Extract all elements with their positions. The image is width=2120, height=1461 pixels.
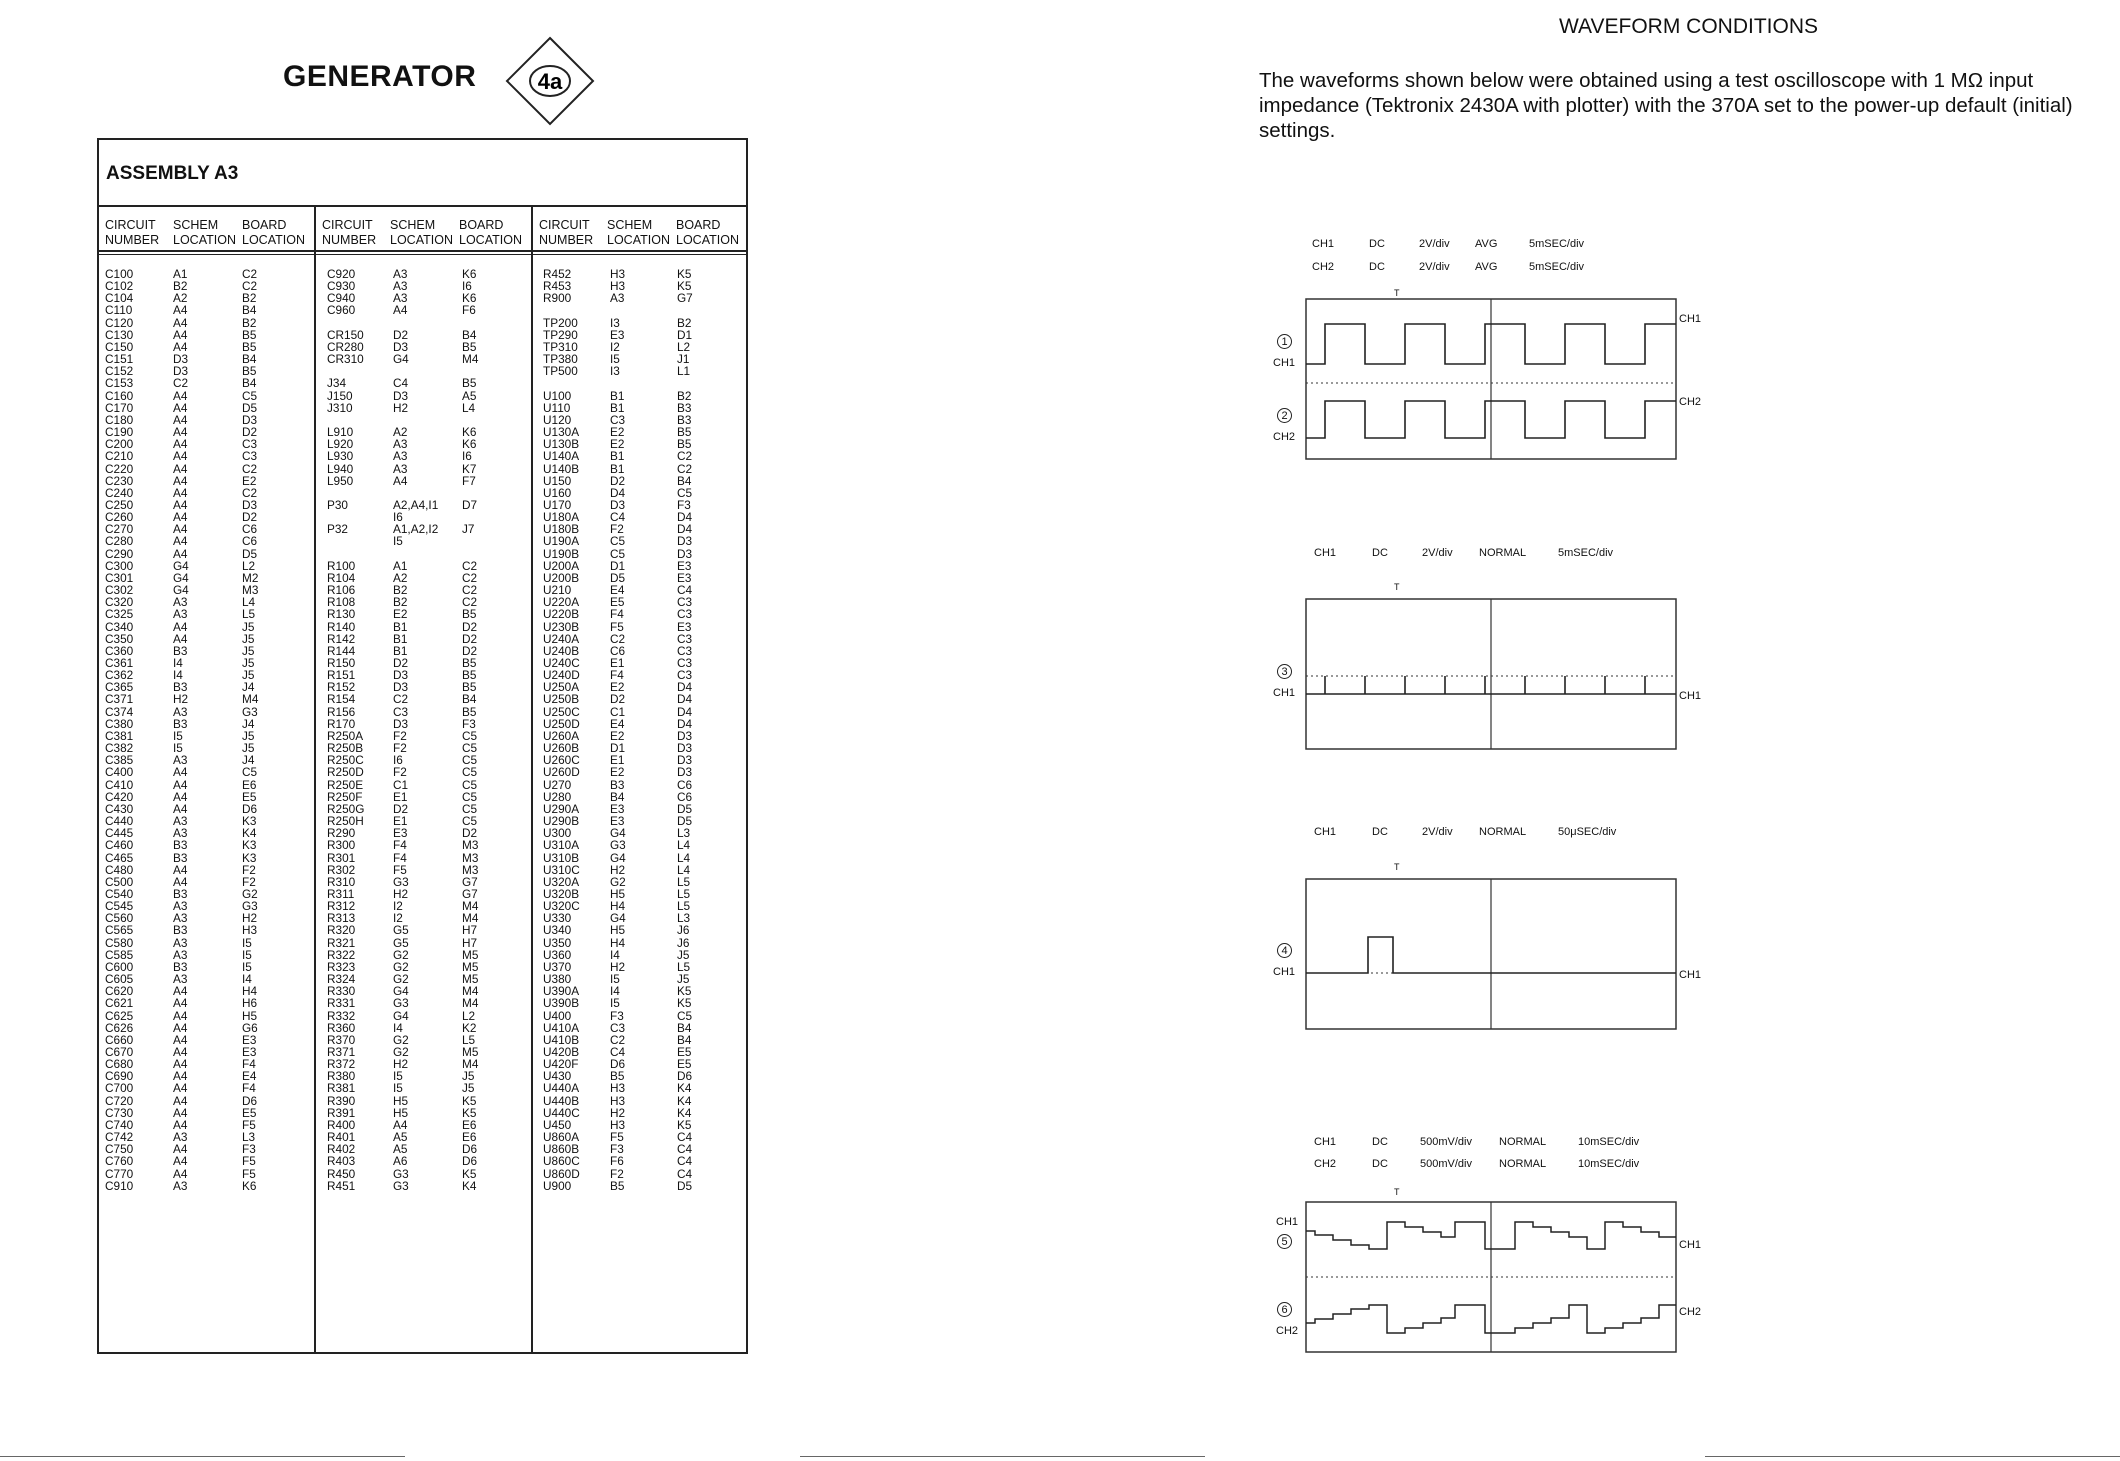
header-schem-location: SCHEM LOCATION <box>390 218 453 247</box>
oscilloscope-graticule-3 <box>1305 878 1677 1030</box>
scope-setting-value: NORMAL <box>1479 547 1527 559</box>
scope-setting-value: 2V/div <box>1419 261 1450 273</box>
circuit-number-column: C100 C102 C104 C110 C120 C130 C150 C151 C152 C153 C160 C170 C180 C190 C200 C210 C220 C230 C240 C250 C260 C270 C280 C290 C300 C301 C302 C320 C325 C340 C350 C360 C361 C362 C365 C371 C374 C380 C381 C382 C385 C400 C410 C420 C430 C440 C445 C460 C465 C480 C500 C540 C545 C560 C565 C580 C585 C600 C605 C620 C621 C625 C626 C660 C670 C680 C690 C700 C720 C730 C740 C742 C750 C760 C770 C910 <box>105 267 134 1193</box>
scope-setting-value: NORMAL <box>1499 1158 1547 1170</box>
assembly-title: ASSEMBLY A3 <box>106 163 239 184</box>
board-location-column: K5 K5 G7 B2 D1 L2 J1 L1 B2 B3 B3 B5 B5 C2 C2 B4 C5 F3 D4 D4 D3 D3 E3 E3 C4 C3 C3 E3 C3 C3 C3 C3 D4 D4 D4 D4 D3 D3 D3 D3 C6 C6 D5 D5 L3 L4 L4 L4 L5 L5 L5 L3 J6 J6 J5 L5 J5 K5 K5 C5 B4 B4 E5 E5 D6 K4 K4 K4 K5 C4 C4 C4 C4 D5 <box>677 267 693 1193</box>
scope-setting-value: 2V/div <box>1419 238 1450 250</box>
oscilloscope-graticule-4 <box>1305 1201 1677 1353</box>
scope-setting-value: DC <box>1372 826 1388 838</box>
scope-setting-value: DC <box>1369 261 1385 273</box>
header-schem-location: SCHEM LOCATION <box>173 218 236 247</box>
trace-channel-label: CH1 <box>1273 687 1296 699</box>
diamond-label: 4a <box>537 69 563 94</box>
scope-setting-value: 5mSEC/div <box>1529 238 1585 250</box>
scope-setting-value: 2V/div <box>1422 826 1453 838</box>
table-divider <box>97 250 748 252</box>
trace-channel-label: CH2 <box>1276 1325 1299 1337</box>
board-location-column: K6 I6 K6 F6 B4 B5 M4 B5 A5 L4 K6 K6 I6 K7 F7 D7 J7 C2 C2 C2 C2 B5 D2 D2 D2 B5 B5 B5 B4 B5 F3 C5 C5 C5 C5 C5 C5 C5 C5 D2 M3 M3 M3 G7 G7 M4 M4 H7 H7 M5 M5 M5 M4 M4 L2 K2 L5 M5 M4 J5 J5 K5 K5 E6 E6 D6 D6 K5 K4 <box>462 267 479 1193</box>
board-location-column: C2 C2 B2 B4 B2 B5 B5 B4 B5 B4 C5 D5 D3 D2 C3 C3 C2 E2 C2 D3 D2 C6 C6 D5 L2 M2 M3 L4 L5 J5 J5 J5 J5 J5 J4 M4 G3 J4 J5 J5 J4 C5 E6 E5 D6 K3 K4 K3 K3 F2 F2 G2 G3 H2 H3 I5 I5 I5 I4 H4 H6 H5 G6 E3 E3 F4 E4 F4 D6 E5 F5 L3 F3 F5 F5 K6 <box>242 267 259 1193</box>
header-circuit-number: CIRCUIT NUMBER <box>322 218 377 247</box>
footer-rule <box>1705 1456 2120 1457</box>
header-board-location: BOARD LOCATION <box>459 218 522 247</box>
scope-setting-value: 5mSEC/div <box>1558 547 1614 559</box>
header-circuit-number: CIRCUIT NUMBER <box>539 218 594 247</box>
trace-number: 2 <box>1277 408 1292 423</box>
circuit-number-column: R452 R453 R900 TP200 TP290 TP310 TP380 TP500 U100 U110 U120 U130A U130B U140A U140B U150 U160 U170 U180A U180B U190A U190B U200A U200B U210 U220A U220B U230B U240A U240B U240C U240D U250A U250B U250C U250D U260A U260B U260C U260D U270 U280 U290A U290B U300 U310A U310B U310C U320A U320B U320C U330 U340 U350 U360 U370 U380 U390A U390B U400 U410A U410B U420B U420F U430 U440A U440B U440C U450 U860A U860B U860C U860D U900 <box>543 267 580 1193</box>
scope-setting-value: 10mSEC/div <box>1578 1136 1640 1148</box>
trace-number: 6 <box>1277 1302 1292 1317</box>
trace-right-label: CH1 <box>1679 969 1702 981</box>
header-board-location: BOARD LOCATION <box>676 218 739 247</box>
scope-setting-value: DC <box>1372 1158 1388 1170</box>
trace-channel-label: CH2 <box>1273 431 1296 443</box>
trace-right-label: CH2 <box>1679 1306 1702 1318</box>
footer-rule <box>800 1456 1205 1457</box>
trigger-mark: T <box>1394 862 1400 872</box>
scope-setting-value: CH1 <box>1314 1136 1337 1148</box>
schem-location-column: A3 A3 A3 A4 D2 D3 G4 C4 D3 H2 A2 A3 A3 A3 A4 A2,A4,I1 I6 A1,A2,I2 I5 A1 A2 B2 B2 E2 B1 B1 B1 D2 D3 D3 C2 C3 D3 F2 F2 I6 F2 C1 E1 D2 E1 E3 F4 F4 F5 G3 H2 I2 I2 G5 G5 G2 G2 G2 G4 G3 G4 I4 G2 G2 H2 I5 I5 H5 H5 A4 A5 A5 A6 G3 G3 <box>393 267 439 1193</box>
header-circuit-number: CIRCUIT NUMBER <box>105 218 160 247</box>
trace-channel-label: CH1 <box>1273 966 1296 978</box>
trace-right-label: CH1 <box>1679 313 1702 325</box>
trace-number: 5 <box>1277 1234 1292 1249</box>
section-title: WAVEFORM CONDITIONS <box>1559 15 1818 38</box>
scope-setting-value: 10mSEC/div <box>1578 1158 1640 1170</box>
trace-channel-label: CH1 <box>1273 357 1296 369</box>
scope-setting-value: DC <box>1372 1136 1388 1148</box>
scope-setting-value: 2V/div <box>1422 547 1453 559</box>
diagram-diamond-badge <box>505 36 595 126</box>
scope-setting-value: AVG <box>1475 238 1498 250</box>
header-schem-location: SCHEM LOCATION <box>607 218 670 247</box>
scope-setting-value: CH1 <box>1314 826 1337 838</box>
intro-paragraph: The waveforms shown below were obtained using a test oscilloscope with 1 MΩ input impedance (Tektronix 2430A with plotter) with the 370A set to the power-up default (initial) settings. <box>1259 69 2073 142</box>
scope-setting-value: CH2 <box>1312 261 1335 273</box>
footer-rule <box>0 1456 405 1457</box>
scope-setting-value: DC <box>1372 547 1388 559</box>
scope-setting-value: 500mV/div <box>1420 1136 1472 1148</box>
trace-channel-label: CH1 <box>1276 1216 1299 1228</box>
trigger-mark: T <box>1394 288 1400 298</box>
scope-setting-value: NORMAL <box>1479 826 1527 838</box>
trace-right-label: CH2 <box>1679 396 1702 408</box>
scope-setting-value: CH1 <box>1312 238 1335 250</box>
trace-number: 3 <box>1277 664 1292 679</box>
trace-number: 1 <box>1277 334 1292 349</box>
table-divider <box>97 205 748 207</box>
table-divider <box>97 254 748 255</box>
table-divider <box>314 205 316 1354</box>
trace-number: 4 <box>1277 943 1292 958</box>
scope-setting-value: AVG <box>1475 261 1498 273</box>
scope-setting-value: CH2 <box>1314 1158 1337 1170</box>
scope-setting-value: DC <box>1369 238 1385 250</box>
page-title: GENERATOR <box>283 60 477 93</box>
scope-setting-value: CH1 <box>1314 547 1337 559</box>
table-divider <box>531 205 533 1354</box>
scope-setting-value: 500mV/div <box>1420 1158 1472 1170</box>
scope-setting-value: NORMAL <box>1499 1136 1547 1148</box>
trigger-mark: T <box>1394 582 1400 592</box>
circuit-number-column: C920 C930 C940 C960 CR150 CR280 CR310 J34 J150 J310 L910 L920 L930 L940 L950 P30 P32 R100 R104 R106 R108 R130 R140 R142 R144 R150 R151 R152 R154 R156 R170 R250A R250B R250C R250D R250E R250F R250G R250H R290 R300 R301 R302 R310 R311 R312 R313 R320 R321 R322 R323 R324 R330 R331 R332 R360 R370 R371 R372 R380 R381 R390 R391 R400 R401 R402 R403 R450 R451 <box>327 267 365 1193</box>
scope-setting-value: 5mSEC/div <box>1529 261 1585 273</box>
oscilloscope-graticule-2 <box>1305 598 1677 750</box>
trace-right-label: CH1 <box>1679 690 1702 702</box>
schem-location-column: H3 H3 A3 I3 E3 I2 I5 I3 B1 B1 C3 E2 E2 B1 B1 D2 D4 D3 C4 F2 C5 C5 D1 D5 E4 E5 F4 F5 C2 C6 E1 F4 E2 D2 C1 E4 E2 D1 E1 E2 B3 B4 E3 E3 G4 G3 G4 H2 G2 H5 H4 G4 H5 H4 I4 H2 I5 I4 I5 F3 C3 C2 C4 D6 B5 H3 H3 H2 H3 F5 F3 F6 F2 B5 <box>610 267 626 1193</box>
scope-setting-value: 50μSEC/div <box>1558 826 1617 838</box>
trigger-mark: T <box>1394 1187 1400 1197</box>
header-board-location: BOARD LOCATION <box>242 218 305 247</box>
oscilloscope-graticule-1 <box>1305 298 1677 460</box>
schem-location-column: A1 B2 A2 A4 A4 A4 A4 D3 D3 C2 A4 A4 A4 A4 A4 A4 A4 A4 A4 A4 A4 A4 A4 A4 G4 G4 G4 A3 A3 A4 A4 B3 I4 I4 B3 H2 A3 B3 I5 I5 A3 A4 A4 A4 A4 A3 A3 B3 B3 A4 A4 B3 A3 A3 B3 A3 A3 B3 A3 A4 A4 A4 A4 A4 A4 A4 A4 A4 A4 A4 A4 A3 A4 A4 A4 A3 <box>173 267 189 1193</box>
trace-right-label: CH1 <box>1679 1239 1702 1251</box>
